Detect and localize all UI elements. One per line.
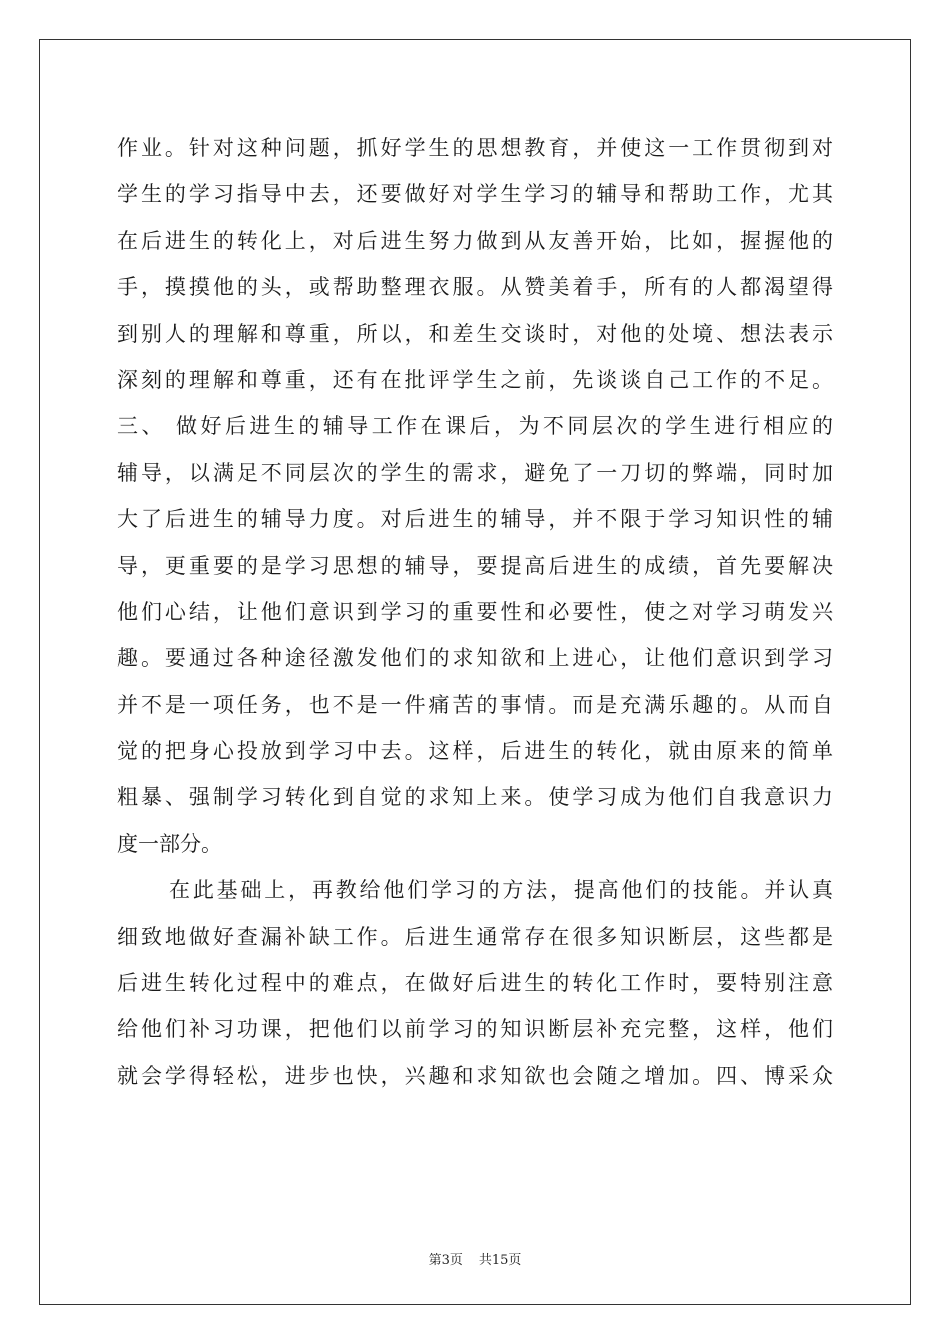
- text-line: 趣。要通过各种途径激发他们的求知欲和上进心，让他们意识到学习: [117, 646, 833, 671]
- text-line: 到别人的理解和尊重，所以，和差生交谈时，对他的处境、想法表示: [117, 321, 833, 346]
- text-line: 大了后进生的辅导力度。对后进生的辅导，并不限于学习知识性的辅: [117, 507, 833, 532]
- current-page-number: 第3页: [428, 1253, 463, 1268]
- text-line: 度一部分。: [117, 831, 222, 856]
- text-line: 在后进生的转化上，对后进生努力做到从友善开始，比如，握握他的: [117, 228, 833, 253]
- text-line: 后进生转化过程中的难点，在做好后进生的转化工作时，要特别注意: [117, 971, 833, 996]
- text-line: 就会学得轻松，进步也快，兴趣和求知欲也会随之增加。四、博采众: [117, 1063, 833, 1088]
- text-line: 导，更重要的是学习思想的辅导，要提高后进生的成绩，首先要解决: [117, 553, 833, 578]
- text-line: 给他们补习功课，把他们以前学习的知识断层补充完整，这样，他们: [117, 1017, 833, 1042]
- text-line: 粗暴、强制学习转化到自觉的求知上来。使学习成为他们自我意识力: [117, 785, 833, 810]
- text-line: 他们心结，让他们意识到学习的重要性和必要性，使之对学习萌发兴: [117, 599, 833, 624]
- text-line: 手，摸摸他的头，或帮助整理衣服。从赞美着手，所有的人都渴望得: [117, 275, 833, 300]
- text-line: 并不是一项任务，也不是一件痛苦的事情。而是充满乐趣的。从而自: [117, 692, 833, 717]
- text-line: 觉的把身心投放到学习中去。这样，后进生的转化，就由原来的简单: [117, 739, 833, 764]
- text-line: 作业。针对这种问题，抓好学生的思想教育，并使这一工作贯彻到对: [117, 136, 833, 160]
- text-line: 辅导，以满足不同层次的学生的需求，避免了一刀切的弊端，同时加: [117, 460, 833, 485]
- text-line: 深刻的理解和尊重，还有在批评学生之前，先谈谈自己工作的不足。: [117, 367, 833, 392]
- total-page-count: 共15页: [478, 1253, 522, 1268]
- text-line: 学生的学习指导中去，还要做好对学生学习的辅导和帮助工作，尤其: [117, 182, 833, 207]
- text-line: 三、 做好后进生的辅导工作在课后，为不同层次的学生进行相应的: [117, 414, 833, 439]
- text-line: 细致地做好查漏补缺工作。后进生通常存在很多知识断层，这些都是: [117, 924, 833, 949]
- page-footer: [0, 1249, 950, 1268]
- document-body: [117, 125, 833, 1099]
- text-line: 在此基础上，再教给他们学习的方法，提高他们的技能。并认真: [169, 878, 833, 903]
